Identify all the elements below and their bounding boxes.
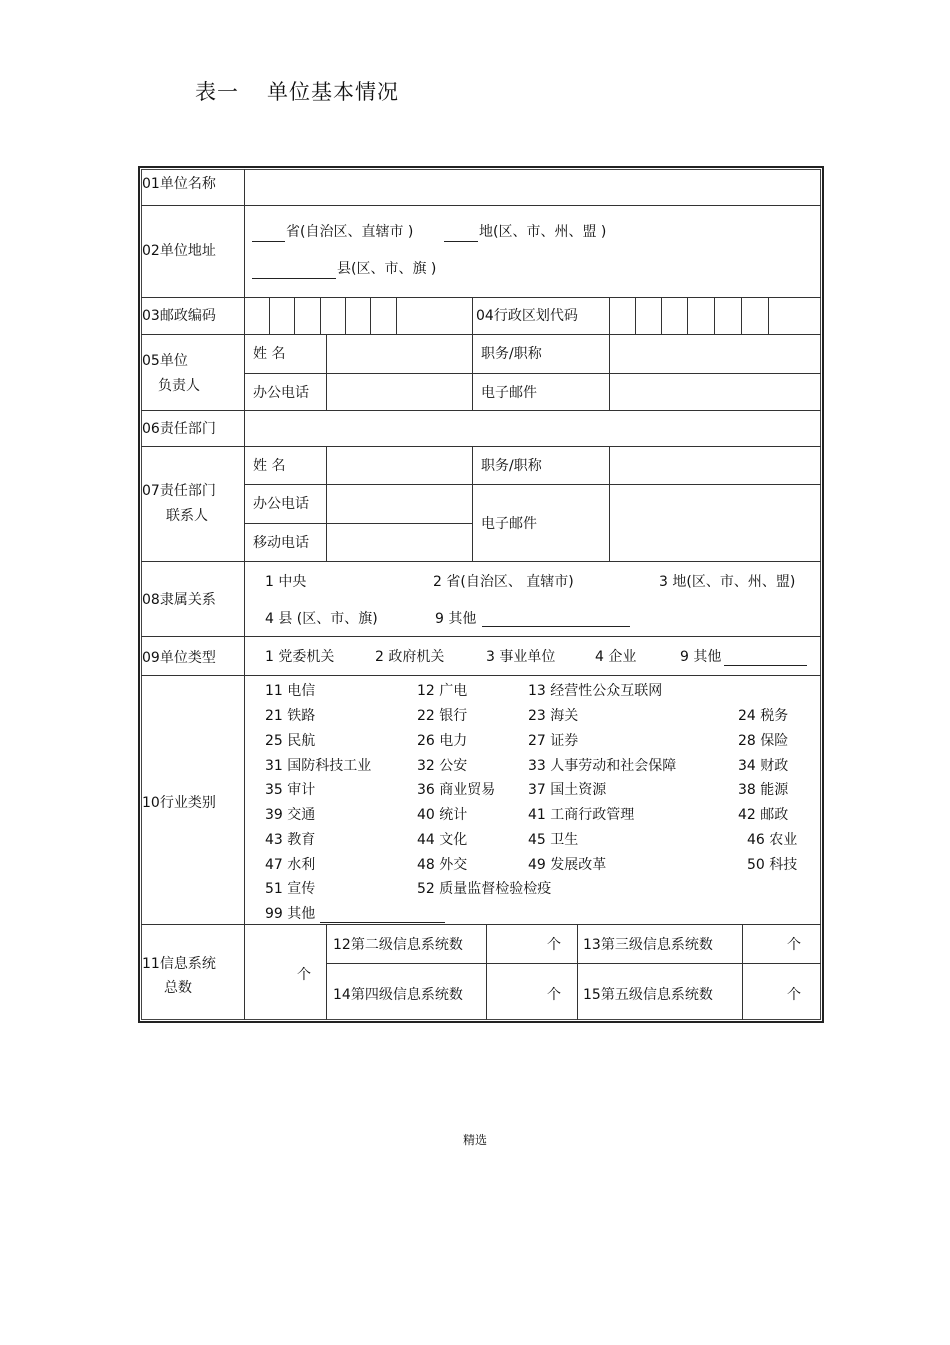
column-divider — [472, 446, 473, 561]
row11-subdivider — [326, 963, 821, 964]
level5-label: 15第五级信息系统数 — [583, 987, 713, 1003]
postcode-box-divider — [345, 297, 346, 334]
county-blank[interactable] — [252, 263, 336, 279]
affiliation-option[interactable]: 1 中央 — [265, 574, 307, 590]
row-divider — [141, 446, 821, 447]
level3-unit: 个 — [787, 937, 801, 953]
column-divider — [326, 446, 327, 561]
label-unit-type: 09单位类型 — [142, 650, 216, 666]
unit-type-other-blank[interactable] — [724, 650, 807, 666]
row-divider — [141, 205, 821, 206]
industry-option[interactable]: 28 保险 — [738, 733, 789, 749]
industry-option[interactable]: 40 统计 — [417, 807, 468, 823]
industry-option[interactable]: 46 农业 — [747, 832, 798, 848]
leader-phone-label: 办公电话 — [253, 385, 309, 401]
province-blank[interactable] — [252, 226, 285, 242]
industry-option[interactable]: 11 电信 — [265, 683, 316, 699]
row-divider — [141, 334, 821, 335]
industry-option[interactable]: 33 人事劳动和社会保障 — [528, 758, 677, 774]
leader-title-field[interactable] — [611, 336, 819, 371]
industry-option[interactable]: 13 经营性公众互联网 — [528, 683, 663, 699]
province-suffix: 省(自治区、直辖市 ) — [286, 224, 414, 240]
regioncode-box-divider — [635, 297, 636, 334]
regioncode-box-divider — [609, 297, 610, 334]
postcode-box-divider — [269, 297, 270, 334]
label-affiliation: 08隶属关系 — [142, 592, 216, 608]
postcode-box-divider — [472, 297, 473, 334]
level2-label: 12第二级信息系统数 — [333, 937, 463, 953]
regioncode-box-divider — [687, 297, 688, 334]
label-industry: 10行业类别 — [142, 795, 216, 811]
label-system-total: 11信息系统 — [142, 956, 216, 972]
industry-option[interactable]: 99 其他 — [265, 906, 316, 922]
contact-email-label: 电子邮件 — [481, 516, 537, 532]
industry-option[interactable]: 36 商业贸易 — [417, 782, 496, 798]
postcode-box-divider — [294, 297, 295, 334]
level3-label: 13第三级信息系统数 — [583, 937, 713, 953]
level4-unit: 个 — [547, 987, 561, 1003]
industry-option[interactable]: 43 教育 — [265, 832, 316, 848]
industry-option[interactable]: 49 发展改革 — [528, 857, 607, 873]
industry-option[interactable]: 38 能源 — [738, 782, 789, 798]
contact-title-field[interactable] — [611, 448, 819, 483]
industry-option[interactable]: 50 科技 — [747, 857, 798, 873]
column-divider — [486, 924, 487, 1020]
industry-option[interactable]: 24 税务 — [738, 708, 789, 724]
unit-type-option[interactable]: 2 政府机关 — [375, 649, 445, 665]
responsible-dept-field[interactable] — [246, 412, 820, 445]
industry-option[interactable]: 12 广电 — [417, 683, 468, 699]
industry-option[interactable]: 26 电力 — [417, 733, 468, 749]
industry-option[interactable]: 41 工商行政管理 — [528, 807, 635, 823]
column-divider — [472, 334, 473, 410]
label-unit-name: 01单位名称 — [142, 176, 216, 192]
table-title: 单位基本情况 — [267, 80, 399, 104]
label-unit-leader-line2: 负责人 — [158, 378, 200, 394]
industry-option[interactable]: 47 水利 — [265, 857, 316, 873]
row-divider — [141, 924, 821, 925]
contact-title-label: 职务/职称 — [481, 458, 542, 474]
label-system-total-line2: 总数 — [164, 980, 192, 996]
city-suffix: 地(区、市、州、盟 ) — [479, 224, 607, 240]
label-unit-address: 02单位地址 — [142, 243, 216, 259]
footer-text: 精选 — [462, 1133, 487, 1147]
contact-mobile-label: 移动电话 — [253, 535, 309, 551]
regioncode-box-divider — [714, 297, 715, 334]
leader-name-field[interactable] — [328, 336, 470, 371]
affiliation-option[interactable]: 9 其他 — [435, 611, 477, 627]
label-dept-contact: 07责任部门 — [142, 483, 216, 499]
column-divider — [742, 924, 743, 1020]
unit-type-option[interactable]: 3 事业单位 — [486, 649, 556, 665]
contact-email-field[interactable] — [611, 486, 819, 560]
table-number: 表一 — [195, 80, 239, 104]
label-postal-code: 03邮政编码 — [142, 308, 216, 324]
row07-subdivider — [244, 523, 472, 524]
city-blank[interactable] — [444, 226, 478, 242]
postcode-box-divider — [396, 297, 397, 334]
industry-option[interactable]: 37 国土资源 — [528, 782, 607, 798]
industry-option[interactable]: 51 宣传 — [265, 881, 316, 897]
industry-other-blank[interactable] — [320, 907, 445, 923]
contact-name-field[interactable] — [328, 448, 470, 483]
label-column-divider — [244, 169, 245, 1020]
label-dept-contact-line2: 联系人 — [166, 508, 208, 524]
row-divider — [141, 297, 821, 298]
unit-type-option[interactable]: 4 企业 — [595, 649, 637, 665]
industry-option[interactable]: 52 质量监督检验检疫 — [417, 881, 552, 897]
label-region-code: 04行政区划代码 — [476, 308, 578, 324]
regioncode-box-divider — [661, 297, 662, 334]
row-divider — [141, 636, 821, 637]
row-divider — [141, 561, 821, 562]
affiliation-option[interactable]: 3 地(区、市、州、盟) — [659, 574, 796, 590]
leader-title-label: 职务/职称 — [481, 346, 542, 362]
leader-name-label: 姓 名 — [253, 346, 286, 362]
column-divider — [577, 924, 578, 1020]
regioncode-box-divider — [768, 297, 769, 334]
row-divider — [141, 675, 821, 676]
postcode-box-divider — [320, 297, 321, 334]
industry-option[interactable]: 31 国防科技工业 — [265, 758, 372, 774]
affiliation-option[interactable]: 2 省(自治区、 直辖市) — [433, 574, 574, 590]
level2-unit: 个 — [547, 937, 561, 953]
column-divider — [609, 334, 610, 410]
label-unit-leader: 05单位 — [142, 353, 188, 369]
industry-option[interactable]: 42 邮政 — [738, 807, 789, 823]
postcode-box-divider — [370, 297, 371, 334]
affiliation-option[interactable]: 4 县 (区、市、旗) — [265, 611, 378, 627]
industry-option[interactable]: 23 海关 — [528, 708, 579, 724]
industry-option[interactable]: 32 公安 — [417, 758, 468, 774]
unit-type-option[interactable]: 1 党委机关 — [265, 649, 335, 665]
column-divider — [326, 334, 327, 410]
affiliation-other-blank[interactable] — [482, 611, 630, 627]
industry-option[interactable]: 22 银行 — [417, 708, 468, 724]
industry-option[interactable]: 48 外交 — [417, 857, 468, 873]
system-total-unit: 个 — [297, 967, 311, 983]
column-divider — [609, 446, 610, 561]
industry-option[interactable]: 34 财政 — [738, 758, 789, 774]
row05-subdivider — [244, 373, 821, 374]
column-divider — [326, 924, 327, 1020]
industry-option[interactable]: 35 审计 — [265, 782, 316, 798]
industry-option[interactable]: 27 证券 — [528, 733, 579, 749]
row07-subdivider — [244, 484, 821, 485]
leader-email-field[interactable] — [611, 375, 819, 409]
contact-phone-label: 办公电话 — [253, 496, 309, 512]
unit-type-option[interactable]: 9 其他 — [680, 649, 722, 665]
industry-option[interactable]: 45 卫生 — [528, 832, 579, 848]
industry-option[interactable]: 25 民航 — [265, 733, 316, 749]
contact-phone-field[interactable] — [328, 486, 470, 522]
level4-label: 14第四级信息系统数 — [333, 987, 463, 1003]
county-suffix: 县(区、市、旗 ) — [337, 261, 437, 277]
industry-option[interactable]: 21 铁路 — [265, 708, 316, 724]
regioncode-box-divider — [741, 297, 742, 334]
industry-option[interactable]: 44 文化 — [417, 832, 468, 848]
contact-mobile-field[interactable] — [328, 525, 470, 560]
industry-option[interactable]: 39 交通 — [265, 807, 316, 823]
leader-phone-field[interactable] — [328, 375, 470, 409]
leader-email-label: 电子邮件 — [481, 385, 537, 401]
row-divider — [141, 410, 821, 411]
unit-name-field[interactable] — [246, 171, 820, 204]
level5-unit: 个 — [787, 987, 801, 1003]
page-title — [195, 76, 399, 106]
contact-name-label: 姓 名 — [253, 458, 286, 474]
label-responsible-dept: 06责任部门 — [142, 421, 216, 437]
